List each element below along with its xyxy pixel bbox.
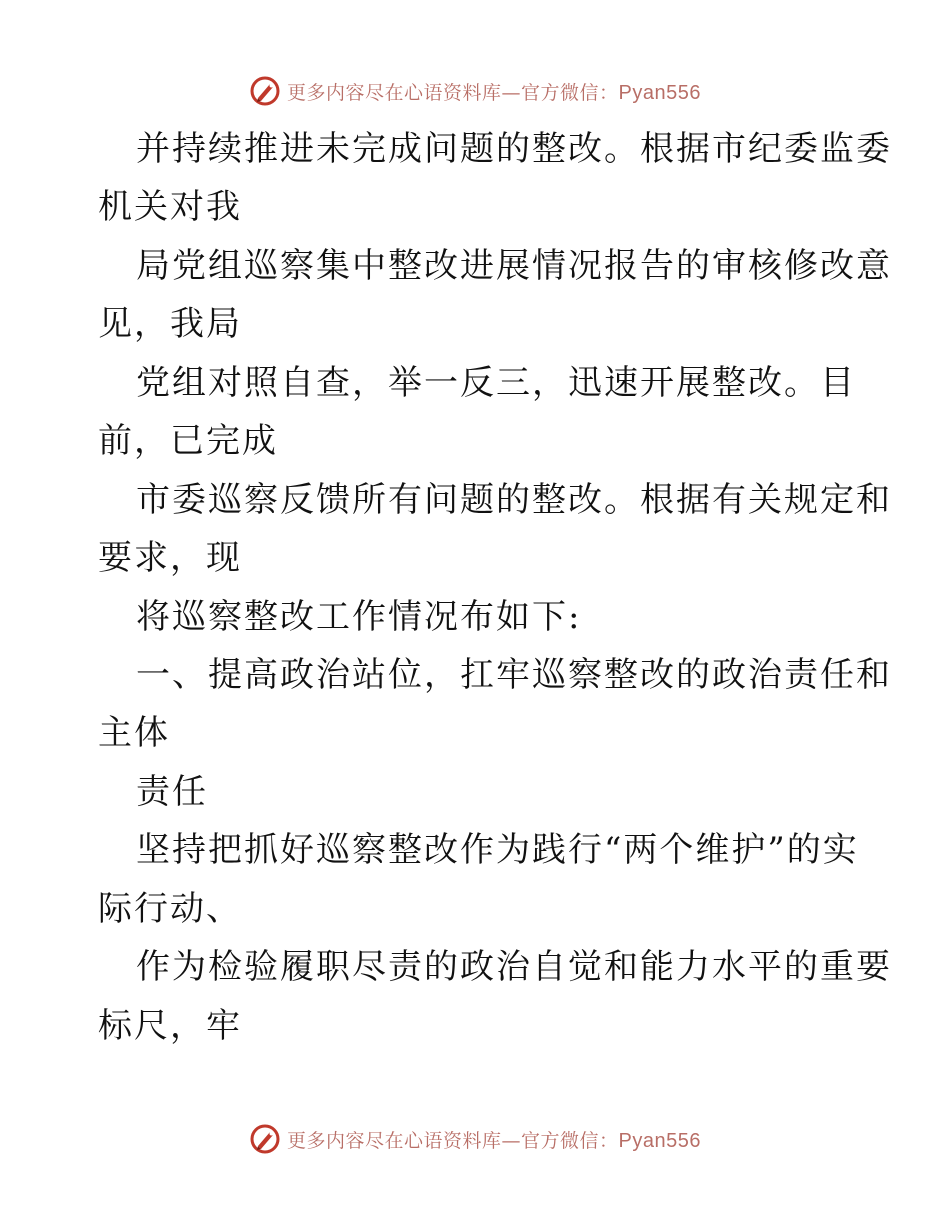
body-line: 市委巡察反馈所有问题的整改。根据有关规定和: [136, 480, 892, 520]
footer-text: [287, 1126, 701, 1153]
body-line: 坚持把抓好巡察整改作为践行“两个维护”的实: [136, 830, 859, 870]
body-line: 局党组巡察集中整改进展情况报告的审核修改意: [136, 246, 892, 286]
body-line: 主体: [98, 713, 170, 753]
body-line: 将巡察整改工作情况布如下:: [136, 597, 582, 637]
header-handle: Pyan556: [618, 81, 701, 104]
header-site-text: 更多内容尽在心语资料库—官方微信：: [287, 81, 619, 104]
body-line: 机关对我: [98, 187, 242, 227]
body-line: 责任: [136, 772, 208, 812]
body-line: 作为检验履职尽责的政治自觉和能力水平的重要: [136, 947, 892, 987]
body-line: 要求，现: [98, 538, 242, 578]
header-text: [287, 78, 701, 105]
body-line: 党组对照自查，举一反三，迅速开展整改。目: [136, 363, 856, 403]
pen-logo-icon: [249, 1123, 281, 1155]
footer-site-text: 更多内容尽在心语资料库—官方微信：: [287, 1129, 619, 1152]
pen-logo-icon: [249, 75, 281, 107]
footer-banner: [0, 1119, 950, 1159]
body-line: 际行动、: [98, 889, 242, 929]
body-line: 并持续推进未完成问题的整改。根据市纪委监委: [136, 129, 892, 169]
footer-handle: Pyan556: [618, 1129, 701, 1152]
body-line: 见，我局: [98, 304, 242, 344]
body-line: 前，已完成: [98, 421, 278, 461]
section-heading: 一、提高政治站位，扛牢巡察整改的政治责任和: [136, 655, 892, 695]
header-banner: [0, 71, 950, 111]
body-line: 标尺，牢: [98, 1006, 242, 1046]
